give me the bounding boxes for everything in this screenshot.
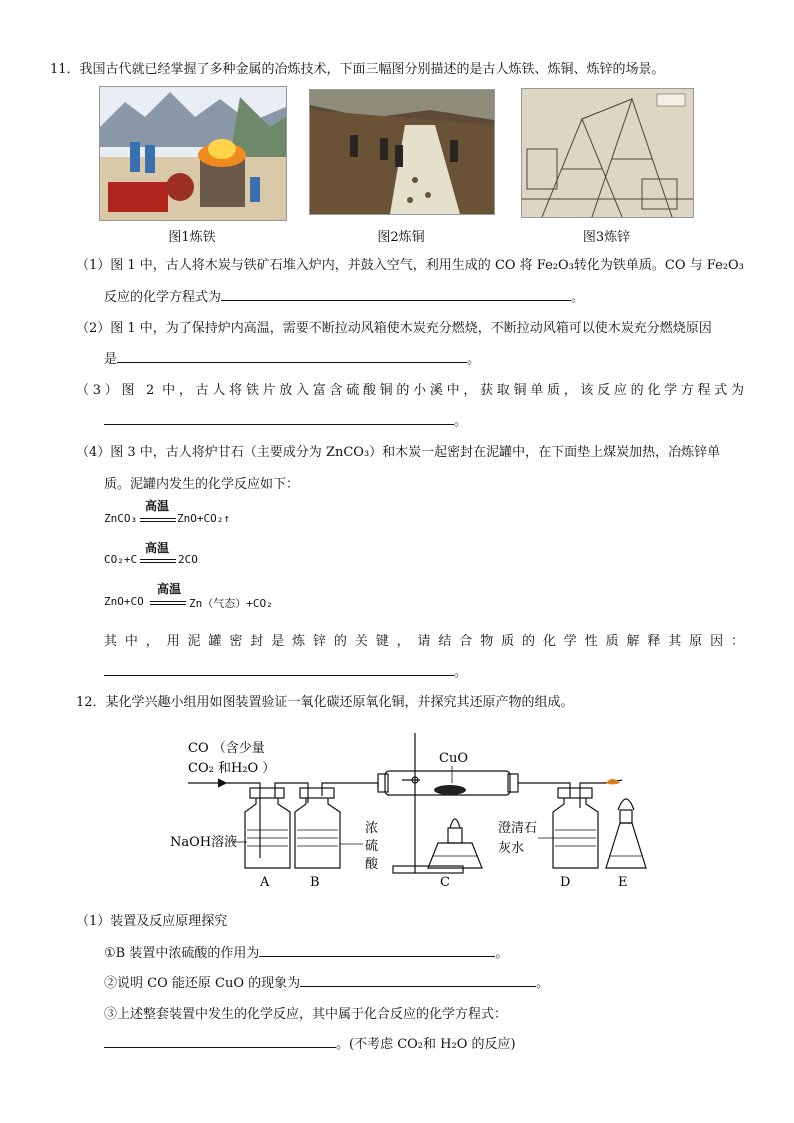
q12-s1-q1	[104, 942, 508, 961]
eq1-equals-sign	[140, 518, 176, 522]
q11-part1-line2	[104, 286, 584, 305]
caption-fig1: 图1炼铁	[168, 230, 216, 245]
zinc-smelting-image	[521, 88, 694, 218]
eq2-left: CO₂+C	[104, 553, 138, 566]
answer-blank-2[interactable]	[117, 348, 467, 363]
eq1-right: ZnO+CO₂↑	[177, 512, 230, 525]
label-a: A	[260, 875, 270, 890]
answer-blank-5[interactable]	[259, 942, 495, 957]
period: 。	[454, 414, 468, 429]
eq1-condition: 高温	[145, 499, 170, 513]
limewater-label-2: 灰水	[498, 841, 525, 856]
gas-label-line1: CO （含少量	[188, 741, 265, 756]
label-c: C	[440, 875, 450, 890]
q11-part4-line3: 其中，用泥罐密封是炼锌的关键，请结合物质的化学性质解释其原因：	[104, 634, 744, 649]
answer-blank-3[interactable]	[104, 410, 454, 425]
label-b: B	[310, 875, 320, 890]
eq2-equals-sign	[140, 559, 176, 563]
gas-label-line2: CO₂ 和H₂O ）	[188, 761, 276, 776]
q11-part2-line1: （2）图 1 中，为了保持炉内高温，需要不断拉动风箱使木炭充分燃烧，不断拉动风箱可以使木炭充分燃烧原因	[76, 321, 712, 336]
iron-smelting-image	[99, 86, 287, 221]
naoh-label: NaOH溶液	[170, 835, 238, 850]
q12-s1-q3: ③上述整套装置中发生的化学反应，其中属于化合反应的化学方程式：	[104, 1007, 508, 1022]
q11-part3-line1: （3）图 2 中，古人将铁片放入富含硫酸铜的小溪中，获取铜单质，该反应的化学方程式为	[76, 383, 744, 398]
q11-part4-line1: （4）图 3 中，古人将炉甘石（主要成分为 ZnCO₃）和木炭一起密封在泥罐中，在下面垫上煤炭加热，冶炼锌单	[76, 445, 721, 460]
label-e: E	[618, 875, 628, 890]
eq2-condition: 高温	[145, 541, 170, 555]
period: 。	[495, 946, 509, 961]
eq3-condition: 高温	[157, 582, 182, 596]
answer-blank-7[interactable]	[104, 1033, 336, 1048]
q11-part2-prompt: 是	[104, 352, 118, 367]
q12-s1-q2	[104, 972, 549, 991]
period: 。	[571, 290, 585, 305]
q12-s1-q2-prompt: ②说明 CO 能还原 CuO 的现象为	[104, 976, 301, 991]
apparatus-diagram	[160, 728, 660, 893]
q11-part1-prompt: 反应的化学方程式为	[104, 290, 222, 305]
q12-s1-note: 。(不考虑 CO₂和 H₂O 的反应)	[336, 1037, 516, 1052]
acid-label-2: 硫	[365, 839, 379, 854]
caption-fig3: 图3炼锌	[582, 230, 631, 245]
answer-blank-4[interactable]	[104, 661, 454, 676]
q11-intro: 11．我国古代就已经掌握了多种金属的冶炼技术，下面三幅图分别描述的是古人炼铁、炼铜、炼锌的场景。	[50, 62, 665, 77]
answer-blank-1[interactable]	[221, 286, 571, 301]
acid-label-1: 浓	[365, 821, 379, 836]
q12-s1-q1-prompt: ①B 装置中浓硫酸的作用为	[104, 946, 260, 961]
q11-part3-line2	[104, 410, 467, 429]
q12-s1-q3-answer	[104, 1033, 516, 1052]
answer-blank-6[interactable]	[300, 972, 536, 987]
q11-part4-line2: 质。泥罐内发生的化学反应如下：	[104, 477, 300, 492]
eq1-left: ZnCO₃	[104, 512, 138, 525]
period: 。	[467, 352, 481, 367]
q11-part1-line1: （1）图 1 中，古人将木炭与铁矿石堆入炉内，并鼓入空气，利用生成的 CO 将 Fe₂O₃转化为铁单质。CO 与 Fe₂O₃	[76, 258, 744, 273]
eq2-right: 2CO	[178, 553, 198, 566]
q11-part2-line2	[104, 348, 480, 367]
eq3-left: ZnO+CO	[104, 595, 144, 608]
copper-smelting-image	[309, 89, 495, 215]
cuo-label: CuO	[439, 751, 468, 766]
q12-intro: 12．某化学兴趣小组用如图装置验证一氧化碳还原氧化铜，并探究其还原产物的组成。	[76, 695, 574, 710]
eq3-equals-sign	[150, 601, 186, 605]
period: 。	[454, 665, 468, 680]
eq3-right: Zn（气态）+CO₂	[189, 597, 273, 610]
limewater-label-1: 澄清石	[498, 821, 538, 836]
label-d: D	[560, 875, 571, 890]
period: 。	[536, 976, 550, 991]
acid-label-3: 酸	[365, 857, 379, 872]
caption-fig2: 图2炼铜	[377, 230, 425, 245]
q12-section1-title: （1）装置及反应原理探究	[76, 914, 228, 929]
q11-part4-line4	[104, 661, 467, 680]
